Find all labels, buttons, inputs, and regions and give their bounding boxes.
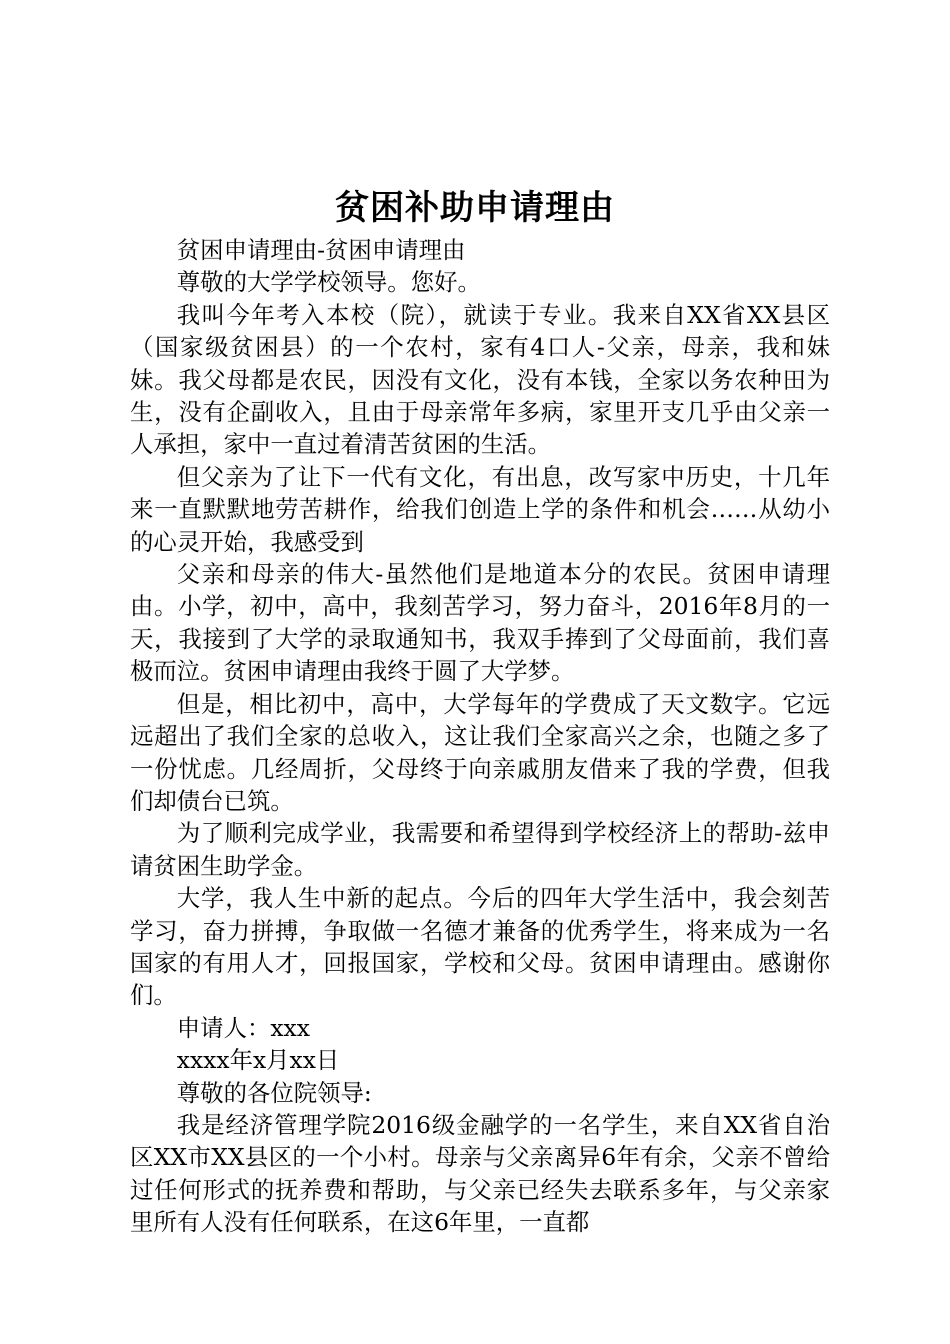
paragraph-admission: 父亲和母亲的伟大-虽然他们是地道本分的农民。贫困申请理由。小学，初中，高中，我刻苦学习，努力奋斗，2016年8月的一天，我接到了大学的录取通知书，我双手捧到了父母面前，我们喜极而泣。贫困申请理由我终于圆了大学梦。 [130,560,830,686]
document-title: 贫困补助申请理由 [335,188,615,228]
paragraph-request: 为了顺利完成学业，我需要和希望得到学校经济上的帮助-兹申请贫困生助学金。 [130,819,830,880]
paragraph-second-letter: 我是经济管理学院2016级金融学的一名学生，来自XX省自治区XX市XX县区的一个小村。母亲与父亲离异6年有余，父亲不曾给过任何形式的抚养费和帮助，与父亲已经失去联系多年，与父亲家里所有人没有任何联系，在这6年里，一直都 [130,1110,830,1237]
applicant-signature: 申请人：xxx [176,1013,310,1042]
paragraph-second-salutation: 尊敬的各位院领导: [176,1078,372,1107]
application-date: xxxx年x月xx日 [176,1046,340,1075]
document-body [130,234,830,1239]
paragraph-introduction: 我叫今年考入本校（院），就读于专业。我来自XX省XX县区（国家级贫困县）的一个农村，家有4口人-父亲，母亲，我和妹妹。我父母都是农民，因没有文化，没有本钱，全家以务农种田为生，没有企副收入，且由于母亲常年多病，家里开支几乎由父亲一人承担，家中一直过着清苦贫困的生活。 [130,300,830,459]
paragraph-subtitle: 贫困申请理由-贫困申请理由 [176,236,466,264]
paragraph-tuition: 但是，相比初中，高中，大学每年的学费成了天文数字。它远远超出了我们全家的总收入，这让我们全家高兴之余，也随之多了一份忧虑。几经周折，父母终于向亲戚朋友借来了我的学费，但我们却债台已筑。 [130,689,830,815]
paragraph-father-effort: 但父亲为了让下一代有文化，有出息，改写家中历史，十几年来一直默默地劳苦耕作，给我们创造上学的条件和机会……从幼小的心灵开始，我感受到 [130,462,830,556]
paragraph-future: 大学，我人生中新的起点。今后的四年大学生活中，我会刻苦学习，奋力拼搏，争取做一名德才兼备的优秀学生，将来成为一名国家的有用人才，回报国家，学校和父母。贫困申请理由。感谢你们。 [130,884,830,1010]
paragraph-salutation: 尊敬的大学学校领导。您好。 [176,268,481,297]
